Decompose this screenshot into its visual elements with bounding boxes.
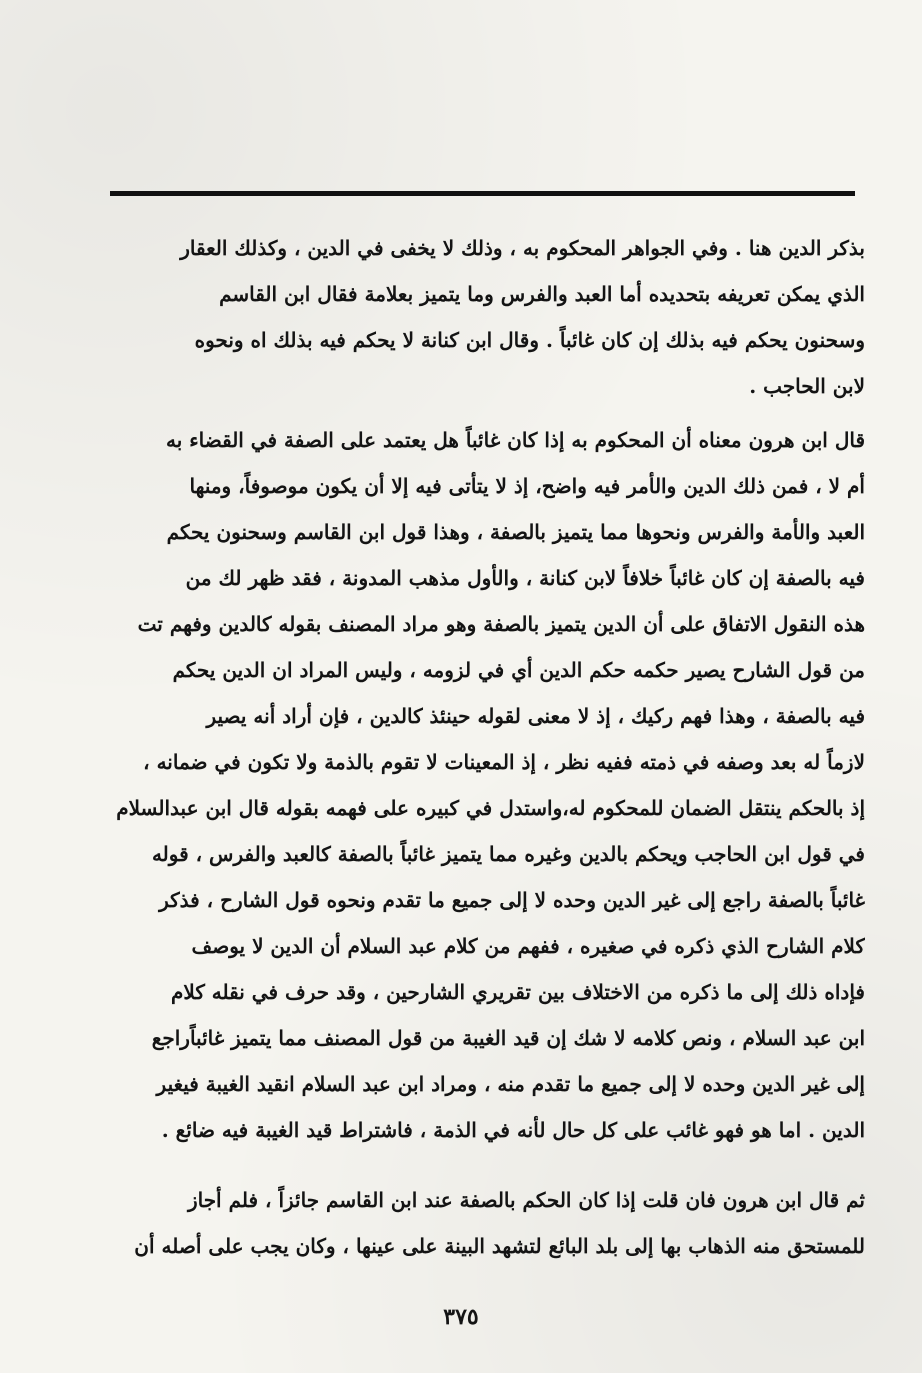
text-line: فيه بالصفة ، وهذا فهم ركيك ، إذ لا معنى لقوله حينئذ كالدين ، فإن أراد أنه يصير [206,704,865,728]
text-line: وسحنون يحكم فيه بذلك إن كان غائباً . وقال ابن كنانة لا يحكم فيه بذلك اه ونحوه [194,328,865,352]
text-line: فيه بالصفة إن كان غائباً خلافاً لابن كنانة ، والأول مذهب المدونة ، فقد ظهر لك من [185,566,865,590]
text-line: العبد والأمة والفرس ونحوها مما يتميز بالصفة ، وهذا قول ابن القاسم وسحنون يحكم [166,520,865,544]
text-line: الذي يمكن تعريفه بتحديده أما العبد والفرس وما يتميز بعلامة فقال ابن القاسم [219,282,865,306]
text-line: الدين . اما هو فهو غائب على كل حال لأنه في الذمة ، فاشتراط قيد الغيبة فيه ضائع . [161,1118,865,1142]
text-line: هذه النقول الاتفاق على أن الدين يتميز بالصفة وهو مراد المصنف بقوله كالدين وفهم تت [137,612,865,636]
header-rule [110,191,855,196]
text-line: أم لا ، فمن ذلك الدين والأمر فيه واضح، إذ لا يتأتى فيه إلا أن يكون موصوفاً، ومنها [189,474,865,498]
text-line: إذ بالحكم ينتقل الضمان للمحكوم له،واستدل في كبيره على فهمه بقوله قال ابن عبدالسلام [116,796,865,820]
text-line: إلى غير الدين وحده لا إلى جميع ما تقدم منه ، ومراد ابن عبد السلام انقيد الغيبة فيغير [156,1072,865,1096]
text-line: لازماً له بعد وصفه في ذمته ففيه نظر ، إذ المعينات لا تقوم بالذمة ولا تكون في ضمانه ، [143,750,865,774]
text-line: من قول الشارح يصير حكمه حكم الدين أي في لزومه ، وليس المراد ان الدين يحكم [172,658,865,682]
text-line: فإداه ذلك إلى ما ذكره من الاختلاف بين تقريري الشارحين ، وقد حرف في نقله كلام [171,980,865,1004]
text-line: بذكر الدين هنا . وفي الجواهر المحكوم به ، وذلك لا يخفى في الدين ، وكذلك العقار [180,236,865,260]
text-line: للمستحق منه الذهاب بها إلى بلد البائع لتشهد البينة على عينها ، وكان يجب على أصله أن [134,1234,865,1258]
text-line: قال ابن هرون معناه أن المحكوم به إذا كان غائباً هل يعتمد على الصفة في القضاء به [165,428,865,452]
text-line: لابن الحاجب . [749,374,865,398]
text-line: كلام الشارح الذي ذكره في صغيره ، ففهم من كلام عبد السلام أن الدين لا يوصف [191,934,865,958]
text-line: ابن عبد السلام ، ونص كلامه لا شك إن قيد الغيبة من قول المصنف مما يتميز غائباًراجع [151,1026,865,1050]
text-line: في قول ابن الحاجب ويحكم بالدين وغيره مما يتميز غائباً بالصفة كالعبد والفرس ، قوله [151,842,865,866]
page-number: ٣٧٥ [443,1304,479,1330]
text-line: ثم قال ابن هرون فان قلت إذا كان الحكم بالصفة عند ابن القاسم جائزاً ، فلم أجاز [187,1188,865,1212]
text-line: غائباً بالصفة راجع إلى غير الدين وحده لا إلى جميع ما تقدم ونحوه قول الشارح ، فذكر [159,888,865,912]
